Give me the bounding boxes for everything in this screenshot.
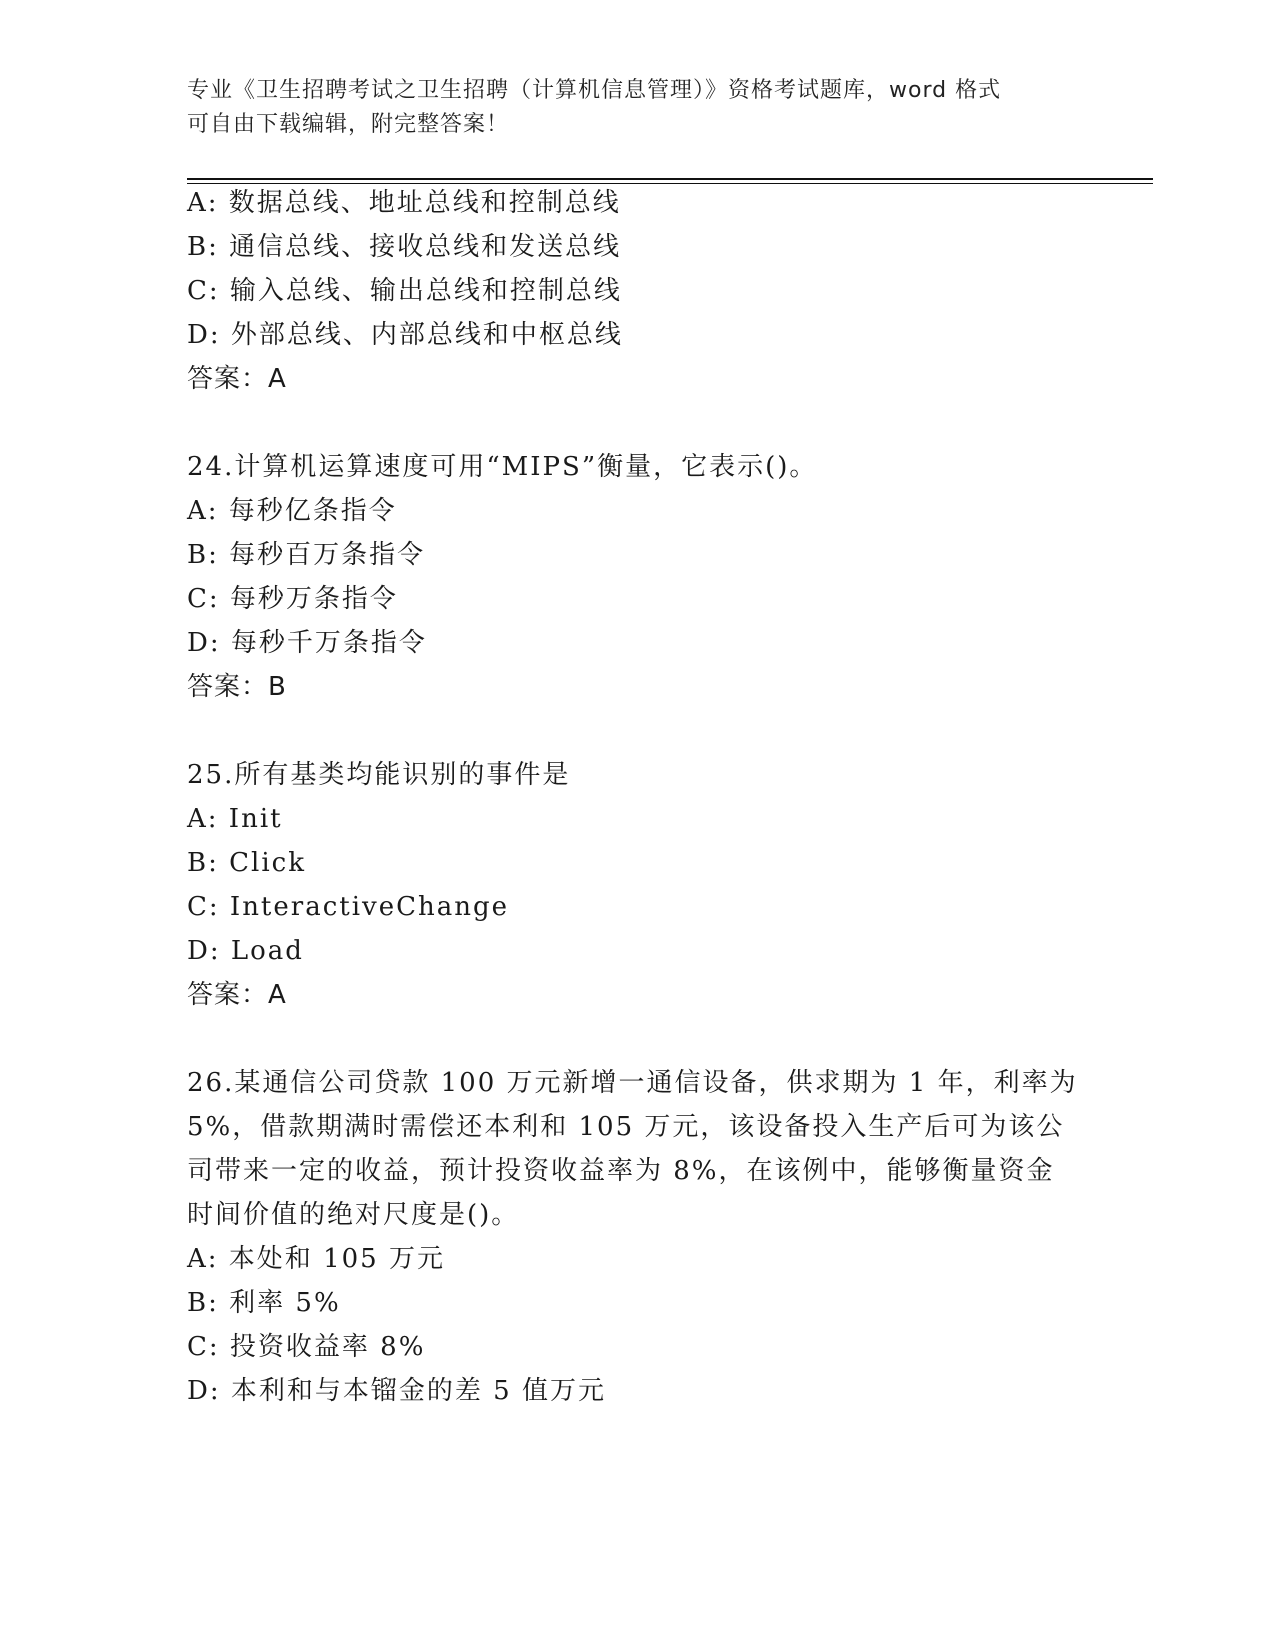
header-divider-thick [187, 178, 1153, 180]
q26-question-line-1: 26.某通信公司贷款 100 万元新增一通信设备，供求期为 1 年，利率为 [187, 1068, 1078, 1098]
q23-option-a: A: 数据总线、地址总线和控制总线 [187, 188, 621, 218]
q26-question-line-2: 5%，借款期满时需偿还本利和 105 万元，该设备投入生产后可为该公 [187, 1112, 1065, 1142]
q26-option-d: D: 本利和与本镏金的差 5 值万元 [187, 1376, 606, 1406]
header-line-2: 可自由下载编辑，附完整答案！ [187, 112, 510, 137]
q23-option-c: C: 输入总线、输出总线和控制总线 [187, 276, 622, 306]
q25-option-d: D: Load [187, 936, 304, 966]
q26-option-b: B: 利率 5% [187, 1288, 341, 1318]
q26-question-line-3: 司带来一定的收益，预计投资收益率为 8%，在该例中，能够衡量资金 [187, 1156, 1055, 1186]
q25-option-b: B: Click [187, 848, 306, 878]
q23-answer: 答案：A [187, 364, 287, 394]
q25-option-c: C: InteractiveChange [187, 892, 510, 922]
q25-option-a: A: Init [187, 804, 283, 834]
q24-option-b: B: 每秒百万条指令 [187, 540, 426, 570]
q26-option-a: A: 本处和 105 万元 [187, 1244, 445, 1274]
q24-answer: 答案：B [187, 672, 287, 702]
q26-option-c: C: 投资收益率 8% [187, 1332, 426, 1362]
q26-question-line-4: 时间价值的绝对尺度是()。 [187, 1200, 520, 1230]
header-divider-thin [187, 183, 1153, 184]
q23-option-d: D: 外部总线、内部总线和中枢总线 [187, 320, 623, 350]
document-header [187, 74, 1087, 142]
header-line-1: 专业《卫生招聘考试之卫生招聘（计算机信息管理）》资格考试题库，word 格式 [187, 78, 1002, 103]
q24-question: 24.计算机运算速度可用“MIPS”衡量，它表示()。 [187, 452, 818, 482]
q24-option-d: D: 每秒千万条指令 [187, 628, 427, 658]
q24-option-c: C: 每秒万条指令 [187, 584, 398, 614]
q25-answer: 答案：A [187, 980, 287, 1010]
q24-option-a: A: 每秒亿条指令 [187, 496, 397, 526]
q23-option-b: B: 通信总线、接收总线和发送总线 [187, 232, 622, 262]
q25-question: 25.所有基类均能识别的事件是 [187, 760, 571, 790]
